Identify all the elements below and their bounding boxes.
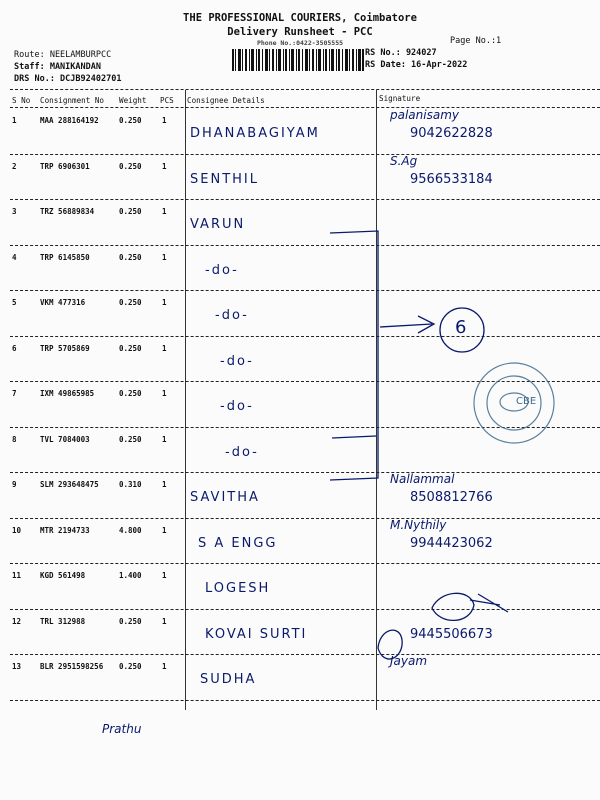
row-sno: 5 (12, 298, 17, 307)
col-consignment: Consignment No (40, 96, 105, 105)
row-consignee: DHANABAGIYAM (190, 126, 320, 141)
route: Route: NEELAMBURPCC (14, 50, 112, 60)
sheet-title: Delivery Runsheet - PCC (227, 26, 373, 38)
row-consignment: MAA 288164192 (40, 116, 99, 125)
row-sno: 8 (12, 434, 17, 444)
row-consignee: -do- (225, 444, 259, 460)
company-stamp (474, 363, 554, 443)
row-phone: 9566533184 (410, 171, 493, 187)
col-sno: S No (12, 96, 31, 105)
row-weight: 0.310 (119, 480, 142, 489)
row-weight: 0.250 (119, 161, 142, 171)
row-phone: 8508812766 (410, 490, 493, 505)
row-weight: 0.250 (119, 616, 142, 626)
row-pcs: 1 (162, 252, 167, 262)
row-consignment: KGD 561498 (40, 571, 86, 580)
page-number: Page No.:1 (450, 36, 502, 46)
row-consignment: TRP 6145850 (40, 252, 90, 262)
row-sno: 6 (12, 343, 17, 353)
row-phone: 9944423062 (410, 535, 493, 551)
row-pcs: 1 (162, 161, 167, 171)
row-consignee: VARUN (190, 217, 246, 232)
company-name: THE PROFESSIONAL COURIERS, Coimbatore (183, 12, 417, 24)
row-signature: palanisamy (390, 108, 459, 122)
row-pcs: 1 (162, 434, 167, 444)
row-consignment: BLR 2951598256 (40, 662, 104, 671)
row-pcs: 1 (162, 207, 167, 216)
row-consignee: -do- (215, 308, 249, 323)
row-weight: 0.250 (119, 116, 142, 125)
row-pcs: 1 (162, 525, 167, 535)
row-consignment: TRP 5705869 (40, 343, 90, 353)
signature-scribble-12 (378, 630, 402, 659)
rs-number: RS No.: 924027 (365, 48, 437, 58)
drs-number: DRS No.: DCJB92402701 (14, 74, 122, 84)
row-pcs: 1 (162, 343, 167, 353)
row-sno: 12 (12, 616, 22, 626)
bracket-count: 6 (455, 317, 467, 338)
rs-date: RS Date: 16-Apr-2022 (365, 60, 468, 70)
col-pcs: PCS (160, 96, 174, 105)
row-weight: 4.800 (119, 525, 142, 535)
row-signature: S.Ag (390, 153, 418, 168)
row-sno: 1 (12, 116, 17, 125)
row-consignee: SAVITHA (190, 490, 260, 505)
row-consignee: -do- (205, 262, 239, 278)
row-sno: 3 (12, 207, 17, 216)
bracket-mark (330, 231, 484, 480)
row-sno: 11 (12, 571, 22, 580)
col-weight: Weight (119, 96, 147, 105)
row-signature: M.Nythily (390, 517, 447, 532)
row-signature: Jayam (390, 654, 428, 668)
row-weight: 0.250 (119, 207, 142, 216)
row-weight: 0.250 (119, 389, 142, 398)
row-consignment: IXM 49865985 (40, 389, 95, 398)
phone-number: Phone No.:0422-3505555 (256, 39, 344, 47)
row-consignment: TVL 7084003 (40, 434, 90, 444)
row-consignee: S A ENGG (198, 535, 278, 551)
row-weight: 0.250 (119, 252, 142, 262)
row-sno: 2 (12, 161, 17, 171)
row-weight: 0.250 (119, 434, 142, 444)
row-consignee: KOVAI SURTI (205, 626, 308, 642)
row-signature: Nallammal (390, 472, 455, 486)
row-sno: 10 (12, 525, 22, 535)
row-pcs: 1 (162, 480, 167, 489)
row-pcs: 1 (162, 389, 167, 398)
row-sno: 7 (12, 389, 17, 398)
staff: Staff: MANIKANDAN (14, 62, 101, 72)
row-weight: 0.250 (119, 298, 142, 307)
row-consignee: LOGESH (205, 581, 271, 596)
row-pcs: 1 (162, 116, 167, 125)
row-consignment: TRZ 56889834 (40, 207, 95, 216)
row-consignment: TRP 6906301 (40, 161, 90, 171)
row-pcs: 1 (162, 298, 167, 307)
row-consignment: SLM 293648475 (40, 480, 99, 489)
row-pcs: 1 (162, 616, 167, 626)
footer-signature: Prathu (102, 722, 142, 736)
row-sno: 4 (12, 252, 17, 262)
row-consignment: TRL 312988 (40, 616, 86, 626)
stamp-center: CBE (516, 396, 537, 407)
col-signature: Signature (379, 94, 421, 103)
row-consignee: SENTHIL (190, 171, 259, 187)
row-consignee: -do- (220, 353, 254, 369)
row-consignment: MTR 2194733 (40, 525, 90, 535)
row-pcs: 1 (162, 662, 167, 671)
row-consignment: VKM 477316 (40, 298, 86, 307)
row-phone: 9042622828 (410, 126, 493, 141)
col-consignee: Consignee Details (187, 96, 265, 105)
row-sno: 13 (12, 662, 22, 671)
signature-scribble-11 (432, 593, 508, 620)
row-consignee: -do- (220, 399, 254, 414)
row-consignee: SUDHA (200, 672, 257, 687)
row-weight: 0.250 (119, 343, 142, 353)
row-weight: 0.250 (119, 662, 142, 671)
row-pcs: 1 (162, 571, 167, 580)
row-weight: 1.400 (119, 571, 142, 580)
row-phone: 9445506673 (410, 626, 493, 642)
row-sno: 9 (12, 480, 17, 489)
